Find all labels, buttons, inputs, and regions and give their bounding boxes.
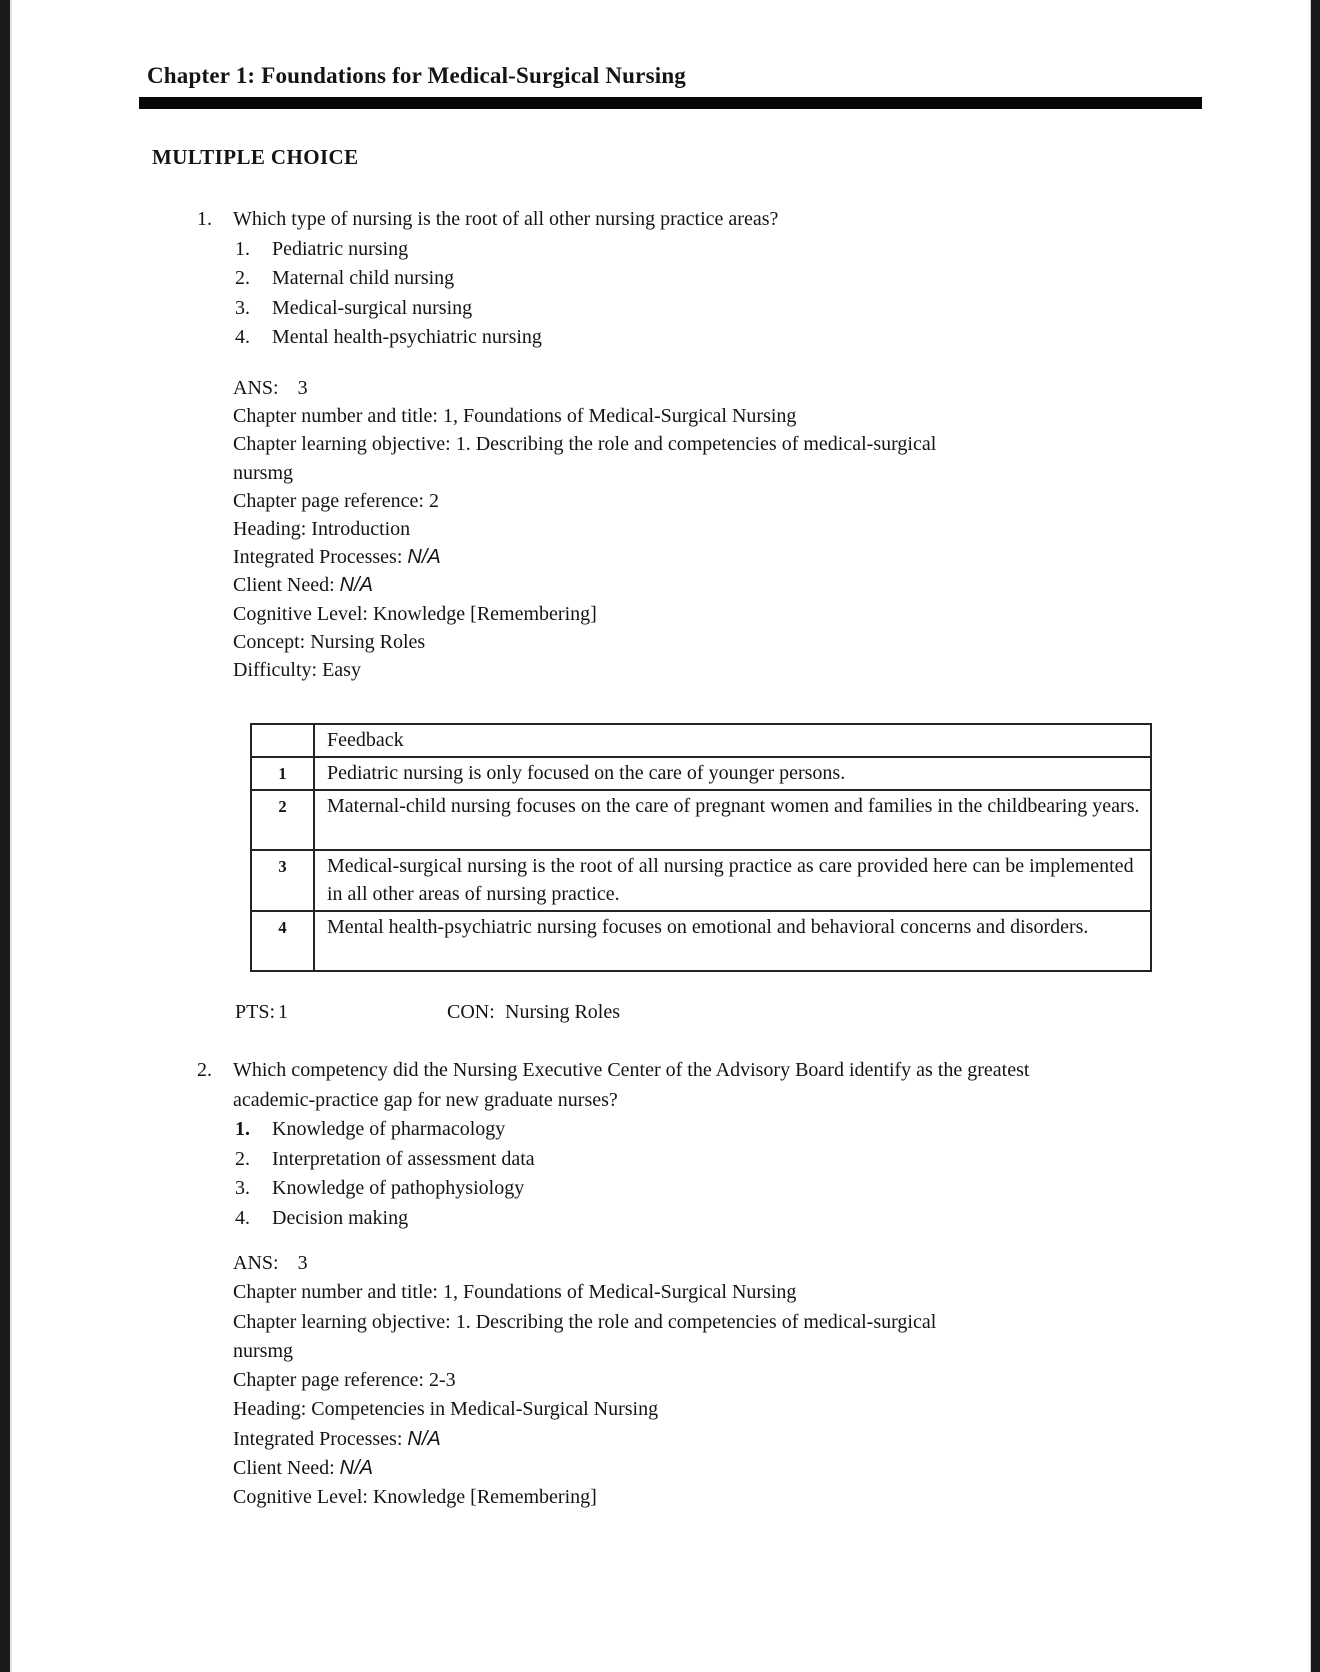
- meta-line: Difficulty: Easy: [233, 659, 361, 682]
- question-text: Which competency did the Nursing Executive Center of the Advisory Board identify as the greatest academic-practice gap for new graduate nurses?: [233, 1059, 1030, 1111]
- option-text: Mental health-psychiatric nursing: [272, 326, 542, 349]
- option-2: [235, 1145, 1113, 1175]
- answer-options: [235, 235, 1113, 353]
- meta-line: Chapter number and title: 1, Foundations of Medical-Surgical Nursing: [233, 405, 797, 428]
- question-1: [197, 205, 1113, 353]
- option-text: Maternal child nursing: [272, 267, 455, 290]
- answer-value: 3: [297, 1252, 308, 1274]
- page-edge-right: [1310, 0, 1320, 1672]
- option-text: Interpretation of assessment data: [272, 1147, 535, 1170]
- option-1: [235, 235, 1113, 265]
- answer-block-2: [233, 1249, 1203, 1513]
- option-2: [235, 264, 1113, 294]
- meta-line: Client Need: N/A: [233, 574, 373, 597]
- option-3: [235, 1174, 1113, 1204]
- con-label: CON:: [447, 1001, 495, 1023]
- pts-con-line: [235, 1001, 835, 1029]
- na-value: N/A: [407, 1427, 441, 1450]
- answer-line: [233, 1249, 1203, 1278]
- answer-block-1: [233, 374, 1203, 684]
- row-number: 3: [251, 850, 314, 911]
- option-3: [235, 294, 1113, 324]
- row-number: 4: [251, 911, 314, 971]
- meta-line: Heading: Introduction: [233, 518, 411, 541]
- option-number: 2.: [235, 267, 250, 290]
- table-header-number-cell: [251, 724, 314, 757]
- row-feedback-text: Pediatric nursing is only focused on the care of younger persons.: [314, 757, 1151, 790]
- meta-line: Chapter learning objective: 1. Describing the role and competencies of medical-surgical: [233, 1310, 937, 1333]
- page-edge-left: [0, 0, 12, 1672]
- option-number: 3.: [235, 296, 250, 319]
- row-feedback-text: Mental health-psychiatric nursing focuses on emotional and behavioral concerns and disorders.: [314, 911, 1151, 971]
- option-number: 1.: [235, 1118, 250, 1141]
- table-header-feedback: Feedback: [314, 724, 1151, 757]
- page-title: Chapter 1: Foundations for Medical-Surgical Nursing: [147, 63, 687, 88]
- option-text: Knowledge of pharmacology: [272, 1118, 506, 1141]
- option-text: Medical-surgical nursing: [272, 296, 473, 319]
- question-number: 1.: [197, 208, 212, 230]
- table-header-row: [251, 724, 1151, 757]
- option-text: Pediatric nursing: [272, 237, 409, 260]
- section-heading: MULTIPLE CHOICE: [152, 145, 359, 169]
- meta-line: Cognitive Level: Knowledge [Remembering]: [233, 602, 597, 625]
- feedback-table: [250, 723, 1152, 972]
- meta-line: Integrated Processes: N/A: [233, 1427, 441, 1450]
- table-row: [251, 790, 1151, 850]
- question-text: Which type of nursing is the root of all other nursing practice areas?: [233, 208, 779, 230]
- row-feedback-text: Medical-surgical nursing is the root of all nursing practice as care provided here can be implemented in all other areas of nursing practice.: [314, 850, 1151, 911]
- na-value: N/A: [339, 1457, 373, 1480]
- answer-label: ANS:: [233, 1252, 279, 1274]
- con-value: Nursing Roles: [505, 1001, 620, 1023]
- na-value: N/A: [339, 574, 373, 597]
- meta-line: Heading: Competencies in Medical-Surgical Nursing: [233, 1398, 659, 1421]
- meta-line: Cognitive Level: Knowledge [Remembering]: [233, 1486, 597, 1509]
- row-number: 2: [251, 790, 314, 850]
- table-row: [251, 911, 1151, 971]
- option-number: 4.: [235, 326, 250, 349]
- question-2: [197, 1056, 1113, 1234]
- option-text: Knowledge of pathophysiology: [272, 1177, 525, 1200]
- pts-label: PTS:: [235, 1001, 276, 1023]
- meta-line: Integrated Processes: N/A: [233, 546, 441, 569]
- option-number: 4.: [235, 1206, 250, 1229]
- row-feedback-text: Maternal-child nursing focuses on the care of pregnant women and families in the childbearing years.: [314, 790, 1151, 850]
- answer-line: [233, 374, 1203, 402]
- option-4: [235, 323, 1113, 353]
- meta-line: nursmg: [233, 1339, 293, 1362]
- option-text: Decision making: [272, 1206, 409, 1229]
- table-row: [251, 757, 1151, 790]
- row-number: 1: [251, 757, 314, 790]
- answer-options: [235, 1115, 1113, 1233]
- meta-line: Chapter number and title: 1, Foundations of Medical-Surgical Nursing: [233, 1281, 797, 1304]
- na-value: N/A: [407, 546, 441, 569]
- answer-value: 3: [297, 377, 308, 399]
- option-1: [235, 1115, 1113, 1145]
- meta-line: Chapter learning objective: 1. Describing the role and competencies of medical-surgical: [233, 433, 937, 456]
- meta-line: Concept: Nursing Roles: [233, 630, 426, 653]
- meta-line: Chapter page reference: 2-3: [233, 1369, 456, 1392]
- option-number: 2.: [235, 1147, 250, 1170]
- option-4: [235, 1204, 1113, 1234]
- answer-label: ANS:: [233, 377, 279, 399]
- question-number: 2.: [197, 1059, 212, 1081]
- title-underline: [139, 97, 1202, 109]
- pts-value: 1: [278, 1001, 288, 1023]
- meta-line: Chapter page reference: 2: [233, 489, 439, 512]
- option-number: 1.: [235, 237, 250, 260]
- meta-line: nursmg: [233, 461, 293, 484]
- meta-line: Client Need: N/A: [233, 1457, 373, 1480]
- option-number: 3.: [235, 1177, 250, 1200]
- table-row: [251, 850, 1151, 911]
